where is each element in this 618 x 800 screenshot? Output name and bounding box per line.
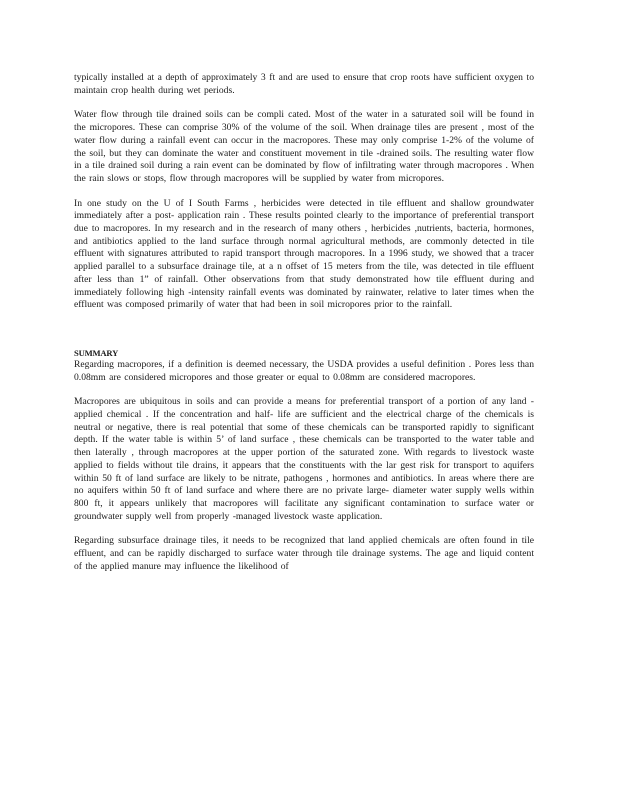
summary-section <box>74 348 534 574</box>
paragraph-macropore-definition: Regarding macropores, if a definition is deemed necessary, the USDA provides a useful definition . Pores less than 0.08mm are considered micropores and those greater or equal to 0.08mm are considered macropores. <box>74 358 534 383</box>
summary-heading: SUMMARY <box>74 347 119 358</box>
paragraph-macropore-transport: Macropores are ubiquitous in soils and can provide a means for preferential transport of a portion of any land - applied chemical . If the concentration and half- life are sufficient and the electrical charge of the chemicals is neutral or negative, there is real potential that some of these chemicals can be transported rapidly to significant depth. If the water table is within 5’ of land surface , these chemicals can be transported to the water table and then laterally , through macropores at the upper portion of the saturated zone. With regards to livestock waste applied to fields without tile drains, it appears that the constituents with the lar gest risk for transport to aquifers within 50 ft of land surface are likely to be nitrate, pathogens , hormones and antibiotics. In areas where there are no aquifers within 50 ft of land surface and where there are no private large- diameter water supply wells within 800 ft, it appears unlikely that macropores will facilitate any significant contamination to surface water or groundwater supply well from properly -managed livestock waste application. <box>74 396 534 522</box>
paragraph-south-farms-study: In one study on the U of I South Farms , herbicides were detected in tile effluent and shallow groundwater immediately after a post- application rain . These results pointed clearly to the importance of preferential transport due to macropores. In my research and in the research of many others , herbicides ,nutrients, bacteria, hormones, and antibiotics applied to the land surface through normal agricultural methods, are commonly detected in tile effluent with signatures attributed to rapid transport through macropores. In a 1996 study, we showed that a tracer applied parallel to a subsurface drainage tile, at a n offset of 15 meters from the tile, was detected in tile effluent after less than 1” of rainfall. Other observations from that study demonstrated how tile effluent during and immediately following high -intensity rainfall events was dominated by rainwater, relative to later times when the effluent was composed primarily of water that had been in soil micropores prior to the rainfall. <box>74 197 534 311</box>
document-page <box>74 72 534 586</box>
paragraph-tile-installation: typically installed at a depth of approximately 3 ft and are used to ensure that crop roots have sufficient oxygen to maintain crop health during wet periods. <box>74 72 534 96</box>
paragraph-drainage-tiles: Regarding subsurface drainage tiles, it needs to be recognized that land applied chemicals are often found in tile effluent, and can be rapidly discharged to surface water through tile drainage systems. The age and liquid content of the applied manure may influence the likelihood of <box>74 535 534 572</box>
paragraph-water-flow: Water flow through tile drained soils can be compli cated. Most of the water in a saturated soil will be found in the micropores. These can comprise 30% of the volume of the soil. When drainage tiles are present , most of the water flow during a rainfall event can occur in the macropores. These may only comprise 1-2% of the volume of the soil, but they can dominate the water and constituent movement in tile -drained soils. The resulting water flow in a tile drained soil during a rain event can be dominated by flow of infiltrating water through macropores . When the rain slows or stops, flow through macropores will be supplied by water from micropores. <box>74 109 534 184</box>
